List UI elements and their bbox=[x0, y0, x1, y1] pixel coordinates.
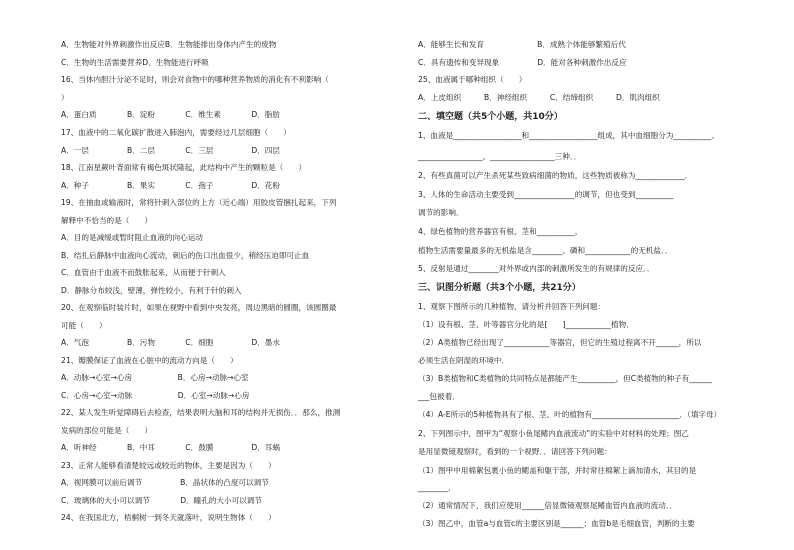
section-title-fill-blank: 二、填空题（共5个小题，共10分） bbox=[418, 112, 563, 122]
fill-blank-line: 植物生活需要量最多的无机盐是含________、磷和____________的无机盐．． bbox=[418, 246, 673, 255]
question-line: A．视网膜可以前后调节 B．晶状体的凸度可以调节 bbox=[61, 478, 269, 487]
question-line: 17、血液中的二氧化碳扩散进入肺泡内，需要经过几层细胞（ ） bbox=[61, 128, 291, 137]
diagram-question-line: 必须生活在阴湿的环境中． bbox=[418, 356, 510, 365]
diagram-question-line: 1、观察下图所示的几种植物，请分析并回答下列问题： bbox=[418, 302, 606, 311]
question-line: A．一层 B．二层 C．三层 D．四层 bbox=[61, 145, 280, 155]
question-line: A．能够生长和发育 B．成熟个体能够繁殖后代 bbox=[418, 40, 626, 49]
fill-blank-line: 3、人体的生命活动主要受到________________的调节，但也受到__________ bbox=[418, 190, 674, 199]
question-line: 23、正常人能够看清楚较远或较近的物体，主要是因为（ ） bbox=[61, 460, 276, 470]
question-line: A．目的是减缓或暂时阻止血液的向心运动 bbox=[61, 233, 203, 242]
diagram-question-line: （4）A-E所示的5种植物具有了根、茎、叶的植物有_______________________．（填字母） bbox=[418, 410, 722, 419]
question-line: 25、血液属于哪种组织（ ） bbox=[418, 75, 527, 84]
fill-blank-line: _________________、_________________三种．． bbox=[418, 152, 582, 161]
diagram-question-line: （2）通常情况下，我们应使用______倍显微镜观察尾鳍血管内血液的流动．． bbox=[418, 501, 678, 510]
question-line: A．生物能对外界刺激作出反应B．生物能排出身体内产生的废物 bbox=[61, 40, 277, 49]
question-line: 16、当体内胆汁分泌不足时，则会对食物中的哪种营养物质的消化有不利影响（ bbox=[61, 75, 329, 84]
question-line: C．具有遗传和变异现象 D．能对各种刺激作出反应 bbox=[418, 57, 627, 67]
question-line: B．结扎后静脉中血液向心流动，刺后的伤口出血很少，稍经压迫即可止血 bbox=[61, 250, 310, 260]
fill-blank-line: 2、有些真菌可以产生杀死某些致病细菌的物质，这些物质被称为_____________． bbox=[418, 171, 693, 180]
question-line: 解释中不恰当的是（ ） bbox=[61, 215, 153, 225]
diagram-question-line: （3）图乙中，血管a与血管c的主要区别是______；血管b是毛细血管，判断的主要 bbox=[418, 519, 695, 528]
question-line: 21、瓣膜保证了血液在心脏中的流动方向是（ ） bbox=[61, 355, 238, 365]
question-line: A．上皮组织 B．神经组织 C．结缔组织 D．肌肉组织 bbox=[418, 92, 660, 102]
question-line: 可能（ ） bbox=[61, 320, 107, 330]
fill-blank-line: 5、反射是通过________对外界或内部的刺激所发生的有规律的反应．． bbox=[418, 264, 655, 273]
question-line: 22、某人发生听觉障碍后去检查，结果表明大脑和耳的结构并无损伤．．那么，推测 bbox=[61, 408, 341, 417]
question-line: 18、江南星蕨叶背面常有褐色斑状隆起，此结构中产生的颗粒是（ ） bbox=[61, 163, 307, 172]
question-line: C．血管由于血液不而鼓胀起来，从而便于针刺入 bbox=[61, 268, 226, 277]
question-line: 发病的部位可能是（ ） bbox=[61, 425, 153, 435]
section-title-diagram-analysis: 三、识图分析题（共3个小题，共21分） bbox=[418, 283, 581, 293]
diagram-question-line: （3）B类植物和C类植物的共同特点是都能产生__________，但C类植物的种子有______ bbox=[418, 374, 713, 383]
question-line: A．种子 B．果实 C．孢子 D．花粉 bbox=[61, 180, 280, 190]
diagram-question-line: ________． bbox=[418, 483, 456, 492]
question-line: C．生物的生活需要营养D．生物能进行呼吸 bbox=[61, 57, 209, 67]
diagram-question-line: 2、下列图示中，图甲为“观察小鱼尾鳍内血液流动”的实验中对材料的处理；图乙 bbox=[418, 429, 689, 438]
question-line: C．心房→心室→动脉 D．心室→动脉→心房 bbox=[61, 390, 250, 400]
question-line: D．静脉分布较浅，壁薄，弹性较小，有利于针的刺入 bbox=[61, 285, 242, 295]
question-line: A．听神经 B．中耳 C．鼓膜 D．耳蜗 bbox=[61, 443, 280, 452]
question-line: C．玻璃体的大小可以调节 D．瞳孔的大小可以调节 bbox=[61, 495, 262, 505]
question-line: A．蛋白质 B．淀粉 C．维生素 D．脂肪 bbox=[61, 110, 280, 119]
question-line: 20、在观察临时装片时，如果在视野中看到中央发亮，周边黑暗的圆圈，该圆圈最 bbox=[61, 303, 337, 312]
question-line: A．动脉→心室→心房 B．心房→动脉→心室 bbox=[61, 373, 249, 382]
diagram-question-line: ___包被着． bbox=[418, 392, 460, 401]
question-line: A．气泡 B．污物 C．细胞 D．墨水 bbox=[61, 338, 280, 347]
question-line: 24、在我国北方，梧桐树一到冬天就落叶，说明生物体（ ） bbox=[61, 513, 276, 522]
diagram-question-line: （1）设有根、茎、叶等器官分化的是[ ]____________植物． bbox=[418, 320, 634, 329]
fill-blank-line: 1、血液是__________________和__________________组成，其中血细胞分为__________、 bbox=[418, 131, 719, 140]
fill-blank-line: 4、绿色植物的营养器官有根、茎和__________， bbox=[418, 227, 583, 236]
diagram-question-line: （1）图甲中用棉絮包裹小鱼的鳃盖和躯干部，并时常往棉絮上滴加清水，其目的是 bbox=[418, 466, 697, 475]
question-line: 19、在抽血或输液时，常将针刺入部位的上方（近心端）用胶皮管捆扎起来，下列 bbox=[61, 198, 337, 207]
diagram-question-line: 是用显微镜观察时，看到的一个视野．．请回答下列问题： bbox=[418, 447, 612, 456]
question-line: ） bbox=[61, 92, 69, 102]
fill-blank-line: 调节的影响． bbox=[418, 208, 464, 217]
diagram-question-line: （2）A类植物已经出现了____________等器官，但它的生殖过程离不开______，所以 bbox=[418, 338, 702, 347]
